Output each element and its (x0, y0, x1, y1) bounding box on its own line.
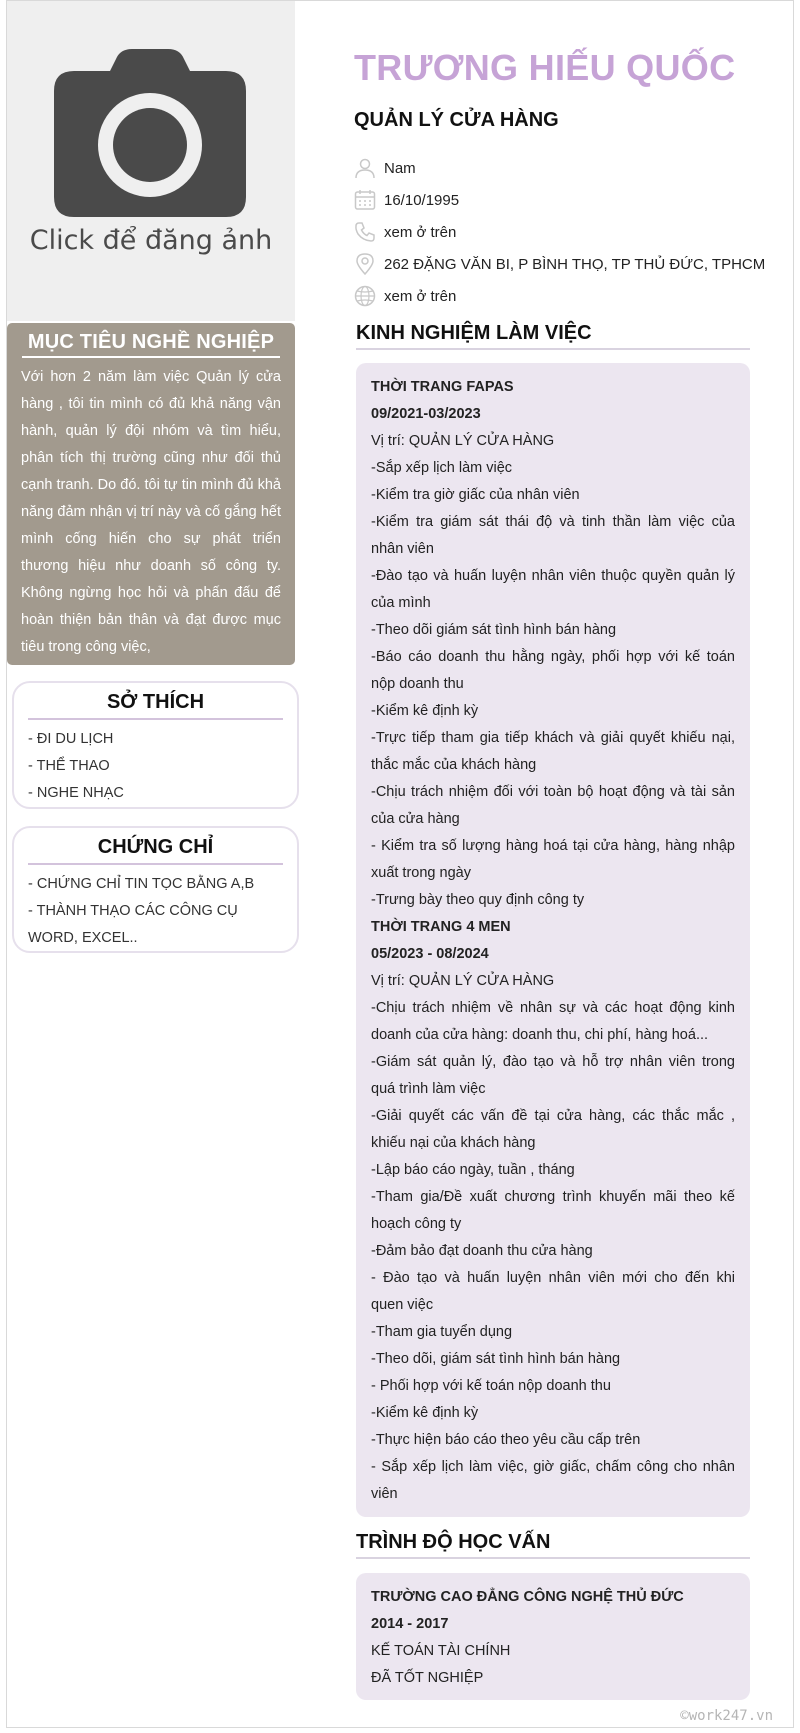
entry-line: -Kiểm tra giờ giấc của nhân viên (371, 487, 580, 503)
entry-line: Vị trí: QUẢN LÝ CỬA HÀNG (371, 433, 555, 449)
upload-photo-label[interactable]: Click để đăng ảnh (29, 225, 273, 256)
hobby-item: - ĐI DU LỊCH (28, 731, 114, 747)
entry-line: -Kiểm kê định kỳ (371, 1405, 479, 1421)
certificates-title: CHỨNG CHỈ (28, 836, 283, 865)
education-section (356, 1573, 750, 1700)
entry-line: - Phối hợp với kế toán nộp doanh thu (371, 1378, 611, 1394)
entry-heading: 2014 - 2017 (371, 1616, 449, 1632)
entry-line: -Theo dõi giám sát tình hình bán hàng (371, 622, 617, 638)
hobby-item: - NGHE NHẠC (28, 785, 124, 801)
candidate-position: QUẢN LÝ CỬA HÀNG (354, 109, 559, 131)
entry-line: -Sắp xếp lịch làm việc (371, 460, 513, 476)
entry-line: - Kiểm tra số lượng hàng hoá tại cửa hàng, hàng nhập xuất trong ngày (371, 838, 735, 881)
watermark: ©work247.vn (680, 1708, 773, 1724)
entry-heading: 09/2021-03/2023 (371, 406, 481, 422)
address-value: 262 ĐẶNG VĂN BI, P BÌNH THỌ, TP THỦ ĐỨC, TPHCM (384, 255, 766, 273)
entry-line: KẾ TOÁN TÀI CHÍNH (371, 1643, 511, 1659)
birthday-value: 16/10/1995 (384, 191, 460, 209)
entry-line: - Sắp xếp lịch làm việc, giờ giấc, chấm công cho nhân viên (371, 1459, 735, 1502)
location-pin-icon (354, 253, 376, 275)
entry-line: -Thực hiện báo cáo theo yêu cầu cấp trên (371, 1432, 641, 1448)
website-row (354, 284, 456, 308)
entry-line: -Chịu trách nhiệm đối với toàn bộ hoạt động và tài sản của cửa hàng (371, 784, 735, 827)
entry-line: -Trưng bày theo quy định công ty (371, 892, 585, 908)
address-row (354, 252, 765, 276)
experience-title: KINH NGHIỆM LÀM VIỆC (356, 322, 750, 350)
website-value: xem ở trên (384, 287, 457, 305)
entry-line: -Đào tạo và huấn luyện nhân viên thuộc quyền quản lý của mình (371, 568, 735, 611)
hobby-item: - THỂ THAO (28, 758, 110, 774)
entry-line: Vị trí: QUẢN LÝ CỬA HÀNG (371, 973, 555, 989)
entry-line: -Tham gia/Đề xuất chương trình khuyến mãi theo kế hoạch công ty (371, 1189, 735, 1232)
globe-icon (354, 285, 376, 307)
education-title: TRÌNH ĐỘ HỌC VẤN (356, 1531, 750, 1559)
entry-line: -Đảm bảo đạt doanh thu cửa hàng (371, 1243, 593, 1259)
entry-line: -Trực tiếp tham gia tiếp khách và giải quyết khiếu nại, thắc mắc của khách hàng (371, 730, 735, 773)
phone-value: xem ở trên (384, 223, 457, 241)
entry-line: ĐÃ TỐT NGHIỆP (371, 1670, 484, 1686)
experience-section (356, 363, 750, 1517)
entry-line: -Lập báo cáo ngày, tuần , tháng (371, 1162, 575, 1178)
career-objective-section (7, 323, 295, 665)
birthday-row (354, 188, 459, 212)
entry-line: -Tham gia tuyển dụng (371, 1324, 513, 1340)
camera-icon (54, 49, 246, 217)
entry-heading: THỜI TRANG FAPAS (371, 379, 514, 395)
hobbies-section (12, 681, 299, 809)
entry-line: - Đào tạo và huấn luyện nhân viên mới cho đến khi quen việc (371, 1270, 735, 1313)
certificates-section (12, 826, 299, 953)
certificate-item: - THÀNH THẠO CÁC CÔNG CỤ WORD, EXCEL.. (28, 903, 238, 946)
certificate-item: - CHỨNG CHỈ TIN TỌC BẰNG A,B (28, 876, 255, 892)
entry-line: -Kiểm tra giám sát thái độ và tinh thần làm việc của nhân viên (371, 514, 735, 557)
entry-line: -Kiểm kê định kỳ (371, 703, 479, 719)
entry-heading: THỜI TRANG 4 MEN (371, 919, 511, 935)
entry-line: -Giải quyết các vấn đề tại cửa hàng, các thắc mắc , khiếu nại của khách hàng (371, 1108, 735, 1151)
entry-line: -Giám sát quản lý, đào tạo và hỗ trợ nhân viên trong quá trình làm việc (371, 1054, 735, 1097)
calendar-icon (354, 189, 376, 211)
phone-icon (354, 221, 376, 243)
entry-heading: TRƯỜNG CAO ĐẲNG CÔNG NGHỆ THỦ ĐỨC (371, 1589, 684, 1605)
entry-line: -Theo dõi, giám sát tình hình bán hàng (371, 1351, 621, 1367)
entry-heading: 05/2023 - 08/2024 (371, 946, 489, 962)
cv-page (6, 0, 794, 1728)
user-icon (354, 157, 376, 179)
gender-value: Nam (384, 159, 416, 177)
objective-text: Với hơn 2 năm làm việc Quản lý cửa hàng , tôi tin mình có đủ khả năng vận hành, quản lý đội nhóm và tìm hiểu, phân tích thị trường cũng như đối thủ cạnh tranh. Do đó. tôi tự tin mình đủ khả năng đảm nhận vị trí này và cố gắng hết mình cống hiến cho sự phát triển thương hiệu như doanh số công ty. Không ngừng học hỏi và phấn đấu để hoàn thiện bản thân và đạt được mục tiêu trong công việc, (21, 369, 281, 655)
avatar-upload[interactable] (7, 1, 295, 321)
gender-row (354, 156, 416, 180)
entry-line: -Báo cáo doanh thu hằng ngày, phối hợp với kế toán nộp doanh thu (371, 649, 735, 692)
objective-title: MỤC TIÊU NGHỀ NGHIỆP (22, 331, 280, 358)
hobbies-title: SỞ THÍCH (28, 691, 283, 720)
entry-line: -Chịu trách nhiệm về nhân sự và các hoạt động kinh doanh của cửa hàng: doanh thu, chi phí, hàng hoá... (371, 1000, 735, 1043)
phone-row (354, 220, 456, 244)
candidate-name: TRƯƠNG HIẾU QUỐC (354, 47, 736, 88)
